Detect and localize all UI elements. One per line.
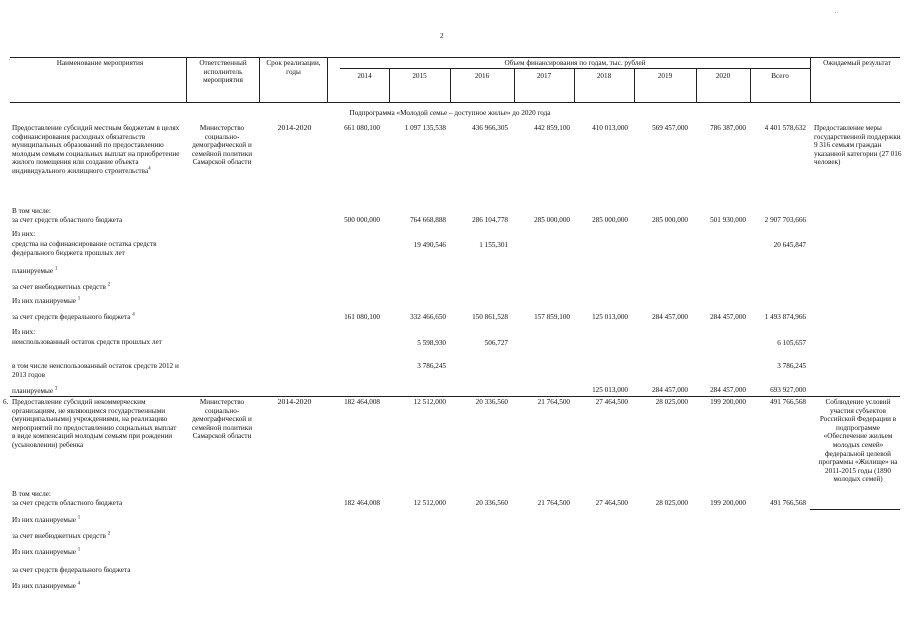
row6-2020: 199 200,000 (710, 398, 746, 406)
row1-unused-total: 6 105,657 (777, 339, 806, 347)
row6-regional-total: 491 766,568 (770, 499, 806, 507)
row6-2016: 20 336,560 (475, 398, 508, 406)
row1-regional-2017: 285 000,000 (534, 216, 570, 224)
subprogram-title: Подпрограмма «Молодой семье – доступное жилье» до 2020 года (349, 109, 551, 117)
row1-federal-2019: 284 457,000 (652, 313, 688, 321)
row6-regional-2020: 199 200,000 (710, 499, 746, 507)
row6-2019: 28 025,000 (655, 398, 688, 406)
row6-number: 6. (3, 398, 9, 406)
year-2014: 2014 (357, 72, 372, 80)
header-responsible: Ответственный исполнитель мероприятия (199, 59, 247, 85)
row1-regional-2016: 286 104,778 (472, 216, 508, 224)
row1-of-them-planned: Из них планируемые $^1$ (12, 296, 81, 305)
row1-total: 4 401 578,632 (764, 124, 806, 132)
row1-unused-2012-label: в том числе неиспользованный остаток средств 2012 и 2013 годов (12, 362, 179, 379)
row6-2017: 21 764,500 (537, 398, 570, 406)
row1-planned: планируемые $^1$ (12, 266, 58, 275)
col-divider (186, 57, 187, 102)
row6-federal-label: за счет средств федерального бюджета (12, 566, 131, 574)
row1-name: Предоставление субсидий местным бюджетам в целях софинансирования расходных обязательств муниципальных образований по предоставлению молодым семьям социальных выплат на приобретение жилого помещения или создание объекта индивидуального жилищного строительства$^4$ (12, 124, 180, 175)
year-2020: 2020 (715, 72, 731, 80)
row6-incl: В том числе: (12, 490, 51, 498)
row1-regional-2015: 764 668,888 (410, 216, 446, 224)
row6-regional-2016: 20 336,560 (475, 499, 508, 507)
corner-dot: . (835, 9, 837, 15)
row1-federal-2017: 157 859,100 (534, 313, 570, 321)
row1-planned2-2019: 284 457,000 (652, 386, 688, 394)
row1-2018: 410 013,000 (592, 124, 628, 132)
row1-responsible: Министерство социально-демографической и семейной политики Самарской области (191, 124, 253, 167)
row1-2019: 569 457,000 (652, 124, 688, 132)
row1-of-them2: Из них: (12, 328, 36, 336)
col-divider (810, 57, 811, 102)
header-name: Наименование мероприятия (56, 59, 144, 67)
row6-regional-2014: 182 464,008 (344, 499, 380, 507)
row1-cofin-total: 20 645,847 (773, 241, 806, 249)
year-2018: 2018 (596, 72, 612, 80)
row1-regional-2014: 500 000,000 (344, 216, 380, 224)
table-top-border (10, 57, 900, 58)
year-2017: 2017 (536, 72, 552, 80)
row6-planned-a: Из них планируемые $^1$ (12, 515, 81, 524)
row1-regional-total: 2 907 703,666 (764, 216, 806, 224)
row1-planned2-total: 693 927,000 (770, 386, 806, 394)
year-2016: 2016 (474, 72, 490, 80)
row6-planned-c: Из них планируемые $^4$ (12, 581, 81, 590)
header-bottom-border (10, 102, 900, 103)
row1-unused-2012-total: 3 786,245 (777, 362, 806, 370)
row1-regional-2019: 285 000,000 (652, 216, 688, 224)
row1-cofin-2015: 19 490,546 (413, 241, 446, 249)
row6-total: 491 766,568 (770, 398, 806, 406)
row1-result: Предоставление меры государственной поддержки 9 316 семьям граждан указанной категории (27 016 человек) (814, 124, 902, 167)
header-period: Срок реализации, годы (266, 59, 321, 76)
page-number: 2 (440, 32, 444, 40)
row1-planned2-2020: 284 457,000 (710, 386, 746, 394)
row1-2020: 786 387,000 (710, 124, 746, 132)
row6-name: Предоставление субсидий некоммерческим организациям, не являющимся государственными (муниципальными) учреждениями, на реализацию мероприятий по предоставлению социальных выплат в виде компенсаций молодым семьям при рождении (усыновлении) ребенка (12, 398, 177, 449)
row6-regional-2018: 27 464,500 (595, 499, 628, 507)
row1-unused-2015: 5 598,930 (417, 339, 446, 347)
year-total: Всего (771, 72, 789, 80)
row1-regional-2020: 501 930,000 (710, 216, 746, 224)
row1-unused-2012-2015: 3 786,245 (417, 362, 446, 370)
row1-regional-label: за счет средств областного бюджета (12, 216, 123, 224)
col-divider (327, 57, 328, 102)
row6-2015: 12 512,000 (413, 398, 446, 406)
row1-cofin-2016: 1 155,301 (479, 241, 508, 249)
year-2015: 2015 (412, 72, 427, 80)
row1-2017: 442 859,100 (534, 124, 570, 132)
row1-2014: 661 080,100 (344, 124, 380, 132)
row6-result: Соблюдение условий участия субъектов Российской Федерации в подпрограмме «Обеспечение жильем молодых семей» федеральной целевой программы «Жилище» на 2011-2015 годы (1890 молодых семей) (818, 398, 898, 484)
header-financing: Объем финансирования по годам, тыс. рублей (504, 59, 646, 67)
row1-period: 2014-2020 (277, 123, 312, 132)
row6-planned-b: Из них планируемые $^1$ (12, 547, 81, 556)
row1-2016: 436 966,305 (472, 124, 508, 132)
row6-regional-2017: 21 764,500 (537, 499, 570, 507)
row1-2015: 1 097 135,538 (404, 124, 446, 132)
result-cell-bottom (810, 509, 900, 510)
row6-regional-2019: 28 025,000 (655, 499, 688, 507)
row6-responsible: Министерство социально-демографической и семейной политики Самарской области (191, 398, 253, 441)
row1-unused-label: неиспользованный остаток средств прошлых лет (12, 338, 162, 346)
row1-federal-total: 1 493 874,966 (764, 313, 806, 321)
row1-federal-2015: 332 466,650 (410, 313, 446, 321)
row6-2018: 27 464,500 (595, 398, 628, 406)
row1-federal-label: за счет средств федерального бюджета $^4$ (12, 312, 135, 321)
row1-unused-2016: 506,727 (484, 339, 508, 347)
row1-planned2-2018: 125 013,000 (592, 386, 628, 394)
year-2019: 2019 (657, 72, 673, 80)
row1-federal-2016: 150 861,528 (472, 313, 508, 321)
row1-of-them: Из них: (12, 230, 36, 238)
corner-mark: . (9, 56, 11, 62)
row-divider (10, 396, 900, 397)
row1-incl: В том числе: (12, 207, 51, 215)
row1-cofin-label: средства на софинансирование остатка средств федерального бюджета прошлых лет (12, 240, 157, 257)
years-divider (340, 68, 810, 69)
row6-extrabudget: за счет внебюджетных средств $^2$ (12, 531, 111, 540)
row1-planned2: планируемые $^3$ (12, 386, 58, 395)
row1-federal-2020: 284 457,000 (710, 313, 746, 321)
row6-regional-label: за счет средств областного бюджета (12, 499, 123, 507)
header-result: Ожидаемый результат (823, 59, 891, 67)
row6-regional-2015: 12 512,000 (413, 499, 446, 507)
row1-federal-2018: 125 013,000 (592, 313, 628, 321)
row6-2014: 182 464,008 (344, 398, 380, 406)
row1-regional-2018: 285 000,000 (592, 216, 628, 224)
row1-extrabudget: за счет внебюджетных средств $^2$ (12, 282, 111, 291)
row6-period: 2014-2020 (277, 397, 312, 406)
row1-federal-2014: 161 080,100 (344, 313, 380, 321)
